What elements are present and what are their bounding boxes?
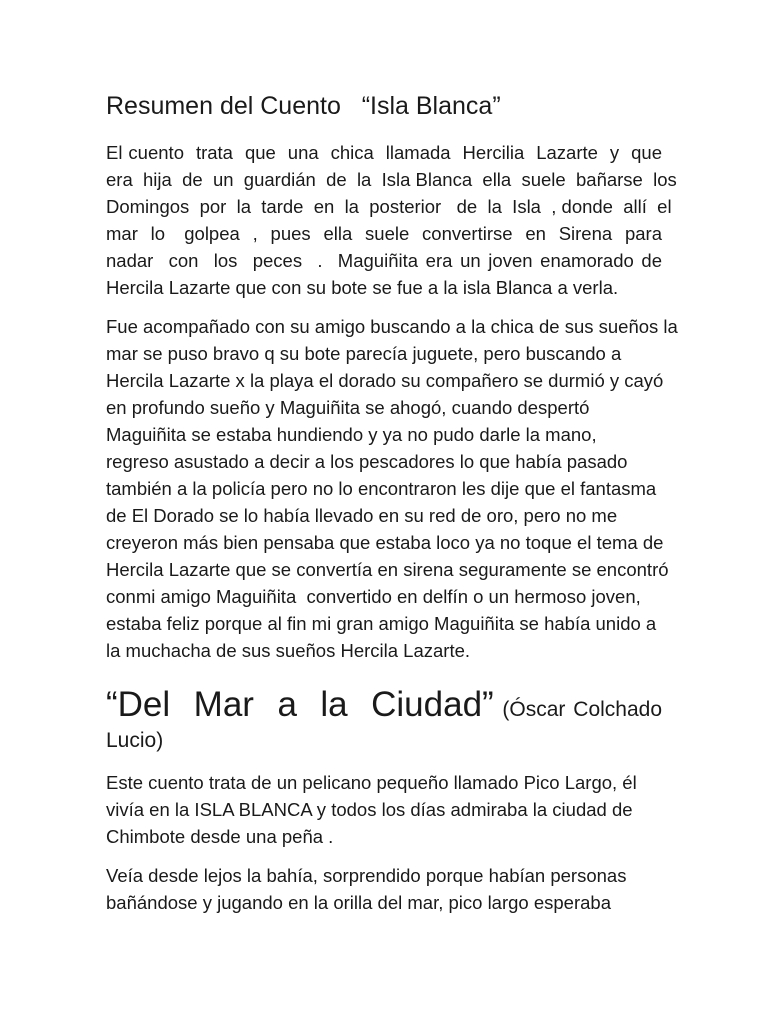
text-line: era hija de un guardián de la Isla Blanca ella suele bañarse los [106, 169, 677, 190]
text-line: nadar con los peces . Maguiñita era un joven enamorado de [106, 250, 662, 271]
text-line: Veía desde lejos la bahía, sorprendido porque habían personas [106, 865, 627, 886]
text-line: bañándose y jugando en la orilla del mar, pico largo esperaba [106, 892, 611, 913]
text-line: Hercila Lazarte que se convertía en sirena seguramente se encontró [106, 559, 669, 580]
story-paragraph-1 [106, 769, 662, 850]
author-name: (Óscar Colchado [502, 698, 663, 721]
text-line: vivía en la ISLA BLANCA y todos los días admiraba la ciudad de [106, 799, 633, 820]
heading-row [106, 683, 662, 727]
text-line: Hercila Lazarte x la playa el dorado su compañero se durmió y cayó [106, 370, 664, 391]
document-title: Resumen del Cuento “Isla Blanca” [106, 92, 501, 120]
text-line: creyeron más bien pensaba que estaba loco ya no toque el tema de [106, 532, 664, 553]
text-line: la muchacha de sus sueños Hercila Lazarte. [106, 640, 471, 661]
text-line: Este cuento trata de un pelicano pequeño llamado Pico Largo, él [106, 772, 637, 793]
story-title: “Del Mar a la Ciudad” [106, 685, 494, 724]
text-line: Hercila Lazarte que con su bote se fue a la isla Blanca a verla. [106, 277, 619, 298]
text-line: Fue acompañado con su amigo buscando a la chica de sus sueños la [106, 316, 678, 337]
text-line: también a la policía pero no lo encontraron les dije que el fantasma [106, 478, 657, 499]
text-line: estaba feliz porque al fin mi gran amigo Maguiñita se había unido a [106, 613, 657, 634]
text-line: conmi amigo Maguiñita convertido en delfín o un hermoso joven, [106, 586, 641, 607]
section-heading [106, 683, 662, 757]
story-paragraph-2 [106, 862, 662, 916]
summary-paragraph-1 [106, 139, 677, 301]
text-line: El cuento trata que una chica llamada Hercilia Lazarte y que [106, 142, 662, 163]
text-line: en profundo sueño y Maguiñita se ahogó, cuando despertó [106, 397, 590, 418]
text-line: mar lo golpea , pues ella suele convertirse en Sirena para [106, 223, 662, 244]
text-line: regreso asustado a decir a los pescadores lo que había pasado [106, 451, 628, 472]
text-line: Maguiñita se estaba hundiendo y ya no pudo darle la mano, [106, 424, 597, 445]
author-name-continued: Lucio) [106, 729, 164, 752]
text-line: Domingos por la tarde en la posterior de la Isla , donde allí el [106, 196, 672, 217]
text-line: de El Dorado se lo había llevado en su red de oro, pero no me [106, 505, 618, 526]
summary-paragraph-2 [106, 313, 678, 664]
text-line: mar se puso bravo q su bote parecía juguete, pero buscando a [106, 343, 622, 364]
text-line: Chimbote desde una peña . [106, 826, 334, 847]
